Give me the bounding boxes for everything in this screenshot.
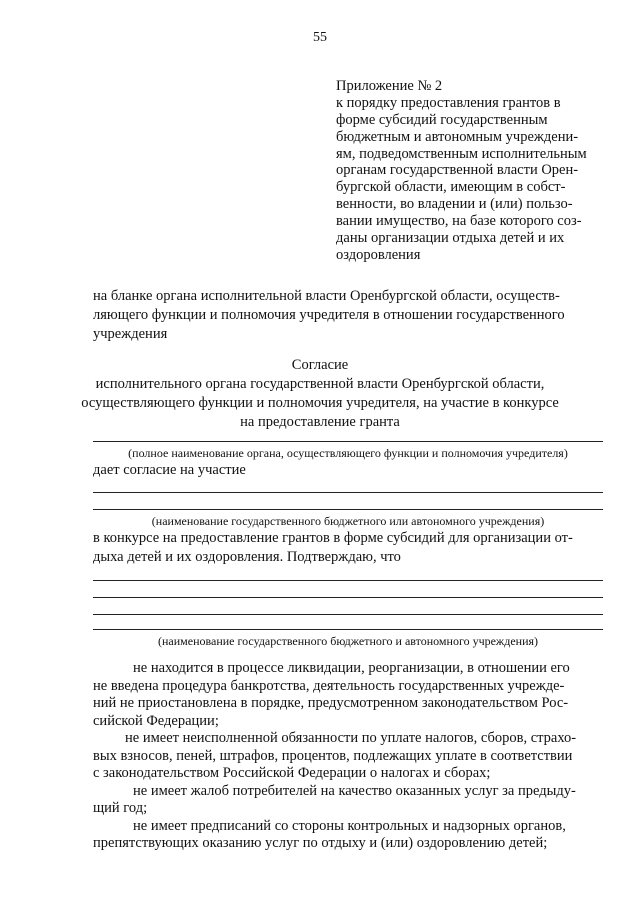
appendix-line: форме субсидий государственным xyxy=(336,111,548,128)
institution-name-caption: (наименование государственного бюджетного или автономного учреждения) xyxy=(151,514,545,528)
appendix-line: бюджетным и автономным учреждени- xyxy=(336,128,579,145)
appendix-line: Приложение № 2 xyxy=(336,78,443,94)
organ-name-caption: (полное наименование органа, осуществляющего функции и полномочия учредителя) xyxy=(128,446,568,460)
page-number: 55 xyxy=(313,30,327,45)
title-line: Согласие xyxy=(291,357,349,373)
appendix-line: вании имущество, на базе которого соз- xyxy=(336,213,582,230)
appendix-line: к порядку предоставления грантов в xyxy=(336,94,561,111)
organ-name-field[interactable] xyxy=(93,441,603,442)
appendix-line: венности, во владении и (или) пользо- xyxy=(336,196,573,213)
institution-name-field-2[interactable] xyxy=(93,509,603,510)
condition-line: препятствующих оказанию услуг по отдыху и (или) оздоровлению детей; xyxy=(93,835,548,851)
condition-line: не имеет предписаний со стороны контрольных и надзорных органов, xyxy=(133,817,566,834)
document-title xyxy=(60,356,580,432)
appendix-line: органам государственной власти Орен- xyxy=(336,162,579,179)
title-line: на предоставление гранта xyxy=(240,414,400,430)
title-line: исполнительного органа государственной власти Оренбургской области, xyxy=(95,376,545,392)
condition-line: не находится в процессе ликвидации, реорганизации, в отношении его xyxy=(133,660,570,676)
contest-text-line: в конкурсе на предоставление грантов в форме субсидий для организации от- xyxy=(93,530,573,546)
appendix-line: оздоровления xyxy=(336,246,421,263)
institution-name-field-3[interactable] xyxy=(93,580,603,581)
conditions-list xyxy=(93,660,608,853)
condition-line: вых взносов, пеней, штрафов, процентов, подлежащих уплате в соответствии xyxy=(93,747,573,764)
condition-line: сийской Федерации; xyxy=(93,712,219,729)
letterhead-note xyxy=(93,287,608,344)
condition-line: не введена процедура банкротства, деятельность государственных учрежде- xyxy=(93,677,565,694)
condition-line: щий год; xyxy=(93,800,148,816)
appendix-header xyxy=(336,78,621,264)
appendix-line: бургской области, имеющим в собст- xyxy=(336,179,566,196)
institution-name-field-1[interactable] xyxy=(93,492,603,493)
institution-name-caption: (наименование государственного бюджетного и автономного учреждения) xyxy=(157,634,539,648)
condition-line: не имеет неисполненной обязанности по уплате налогов, сборов, страхо- xyxy=(125,730,577,746)
letterhead-line: учреждения xyxy=(93,326,168,342)
institution-name-field-6[interactable] xyxy=(93,629,603,630)
consent-text: дает согласие на участие xyxy=(93,462,246,478)
title-line: осуществляющего функции и полномочия учредителя, на участие в конкурсе xyxy=(81,395,559,411)
letterhead-line: на бланке органа исполнительной власти Оренбургской области, осуществ- xyxy=(93,288,560,304)
appendix-line: даны организации отдыха детей и их xyxy=(336,230,565,247)
institution-name-field-5[interactable] xyxy=(93,614,603,615)
condition-line: с законодательством Российской Федерации о налогах и сборах; xyxy=(93,765,491,781)
institution-name-field-4[interactable] xyxy=(93,597,603,598)
appendix-line: ям, подведомственным исполнительным xyxy=(336,145,587,162)
condition-line: не имеет жалоб потребителей на качество оказанных услуг за предыду- xyxy=(133,782,576,799)
condition-line: ний не приостановлена в порядке, предусмотренном законодательством Рос- xyxy=(93,695,569,711)
contest-text-line: дыха детей и их оздоровления. Подтверждаю, что xyxy=(93,549,401,565)
letterhead-line: ляющего функции и полномочия учредителя в отношении государственного xyxy=(93,307,565,323)
